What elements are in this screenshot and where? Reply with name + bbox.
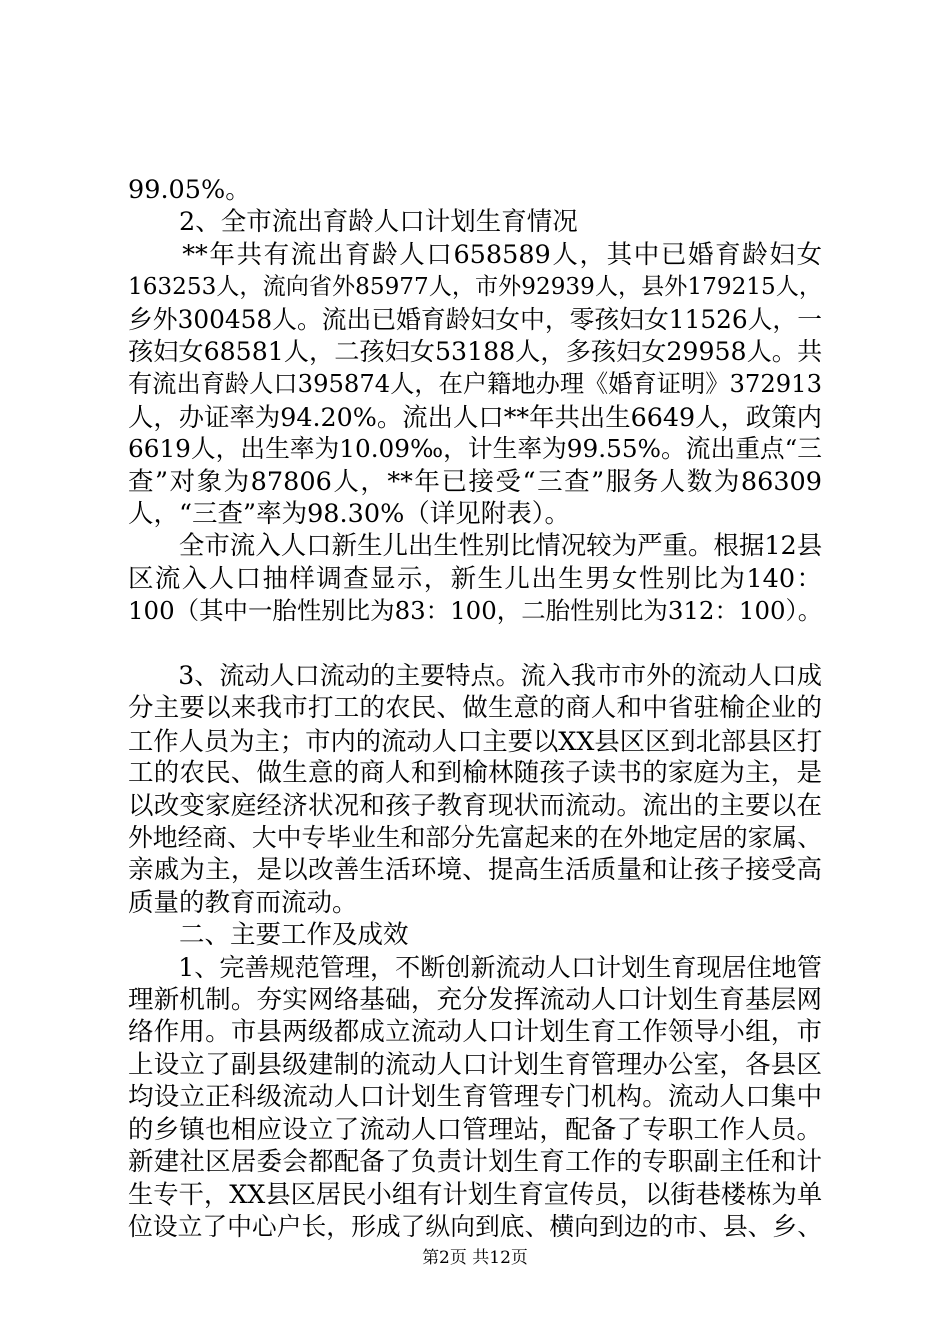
text-line: 孩妇女68581人，二孩妇女53188人，多孩妇女29958人。共: [128, 337, 823, 366]
text-line: 亲戚为主，是以改善生活环境、提高生活质量和让孩子接受高: [128, 855, 822, 886]
text-line: 外地经商、大中专毕业生和部分先富起来的在外地定居的家属、: [128, 823, 822, 852]
text-line: 有流出育龄人口395874人，在户籍地办理《婚育证明》372913: [128, 369, 822, 399]
text-line: 全市流入人口新生儿出生性别比情况较为严重。根据12县: [128, 531, 823, 562]
text-line: 99.05%。: [128, 175, 251, 205]
text-line: 络作用。市县两级都成立流动人口计划生育工作领导小组，市: [128, 1017, 822, 1048]
text-line: **年共有流出育龄人口658589人，其中已婚育龄妇女: [128, 239, 822, 270]
text-line: 新建社区居委会都配备了负责计划生育工作的专职副主任和计: [128, 1147, 822, 1177]
text-line: 以改变家庭经济状况和孩子教育现状而流动。流出的主要以在: [128, 790, 822, 821]
text-line: 工作人员为主；市内的流动人口主要以XX县区区到北部县区打: [128, 725, 823, 756]
section-heading: 2、全市流出育龄人口计划生育情况: [128, 207, 578, 238]
text-line: 100（其中一胎性别比为83：100，二胎性别比为312：100）。: [128, 596, 823, 626]
text-line: 1、完善规范管理，不断创新流动人口计划生育现居住地管: [128, 952, 822, 982]
text-line: 上设立了副县级建制的流动人口计划生育管理办公室，各县区: [128, 1049, 822, 1080]
page-footer: 第2页 共12页: [422, 1248, 528, 1268]
section-heading: 二、主要工作及成效: [128, 920, 409, 951]
text-line: 人，办证率为94.20%。流出人口**年共出生6649人，政策内: [128, 401, 822, 432]
text-line: 163253人，流向省外85977人，市外92939人，县外179215人，: [128, 274, 822, 301]
text-line: 均设立正科级流动人口计划生育管理专门机构。流动人口集中: [128, 1082, 822, 1113]
text-line: 乡外300458人。流出已婚育龄妇女中，零孩妇女11526人，一: [128, 304, 822, 334]
text-line: 工的农民、做生意的商人和到榆林随孩子读书的家庭为主，是: [128, 758, 822, 789]
text-line: 3、流动人口流动的主要特点。流入我市市外的流动人口成: [128, 661, 822, 690]
text-line: 质量的教育而流动。: [128, 887, 358, 918]
text-line: 6619人，出生率为10.09‰，计生率为99.55%。流出重点“三: [128, 434, 822, 464]
text-line: 理新机制。夯实网络基础，充分发挥流动人口计划生育基层网: [128, 985, 822, 1015]
text-line: 人，“三查”率为98.30%（详见附表）。: [128, 499, 571, 529]
text-line: 的乡镇也相应设立了流动人口管理站，配备了专职工作人员。: [128, 1114, 822, 1145]
text-line: 生专干，XX县区居民小组有计划生育宣传员，以街巷楼栋为单: [128, 1179, 823, 1210]
text-line: 分主要以来我市打工的农民、做生意的商人和中省驻榆企业的: [128, 693, 822, 724]
text-line: 查”对象为87806人，**年已接受“三查”服务人数为86309: [128, 466, 822, 497]
text-line: 位设立了中心户长，形成了纵向到底、横向到边的市、县、乡、: [128, 1211, 822, 1241]
text-line: 区流入人口抽样调查显示，新生儿出生男女性别比为140：: [128, 563, 822, 594]
